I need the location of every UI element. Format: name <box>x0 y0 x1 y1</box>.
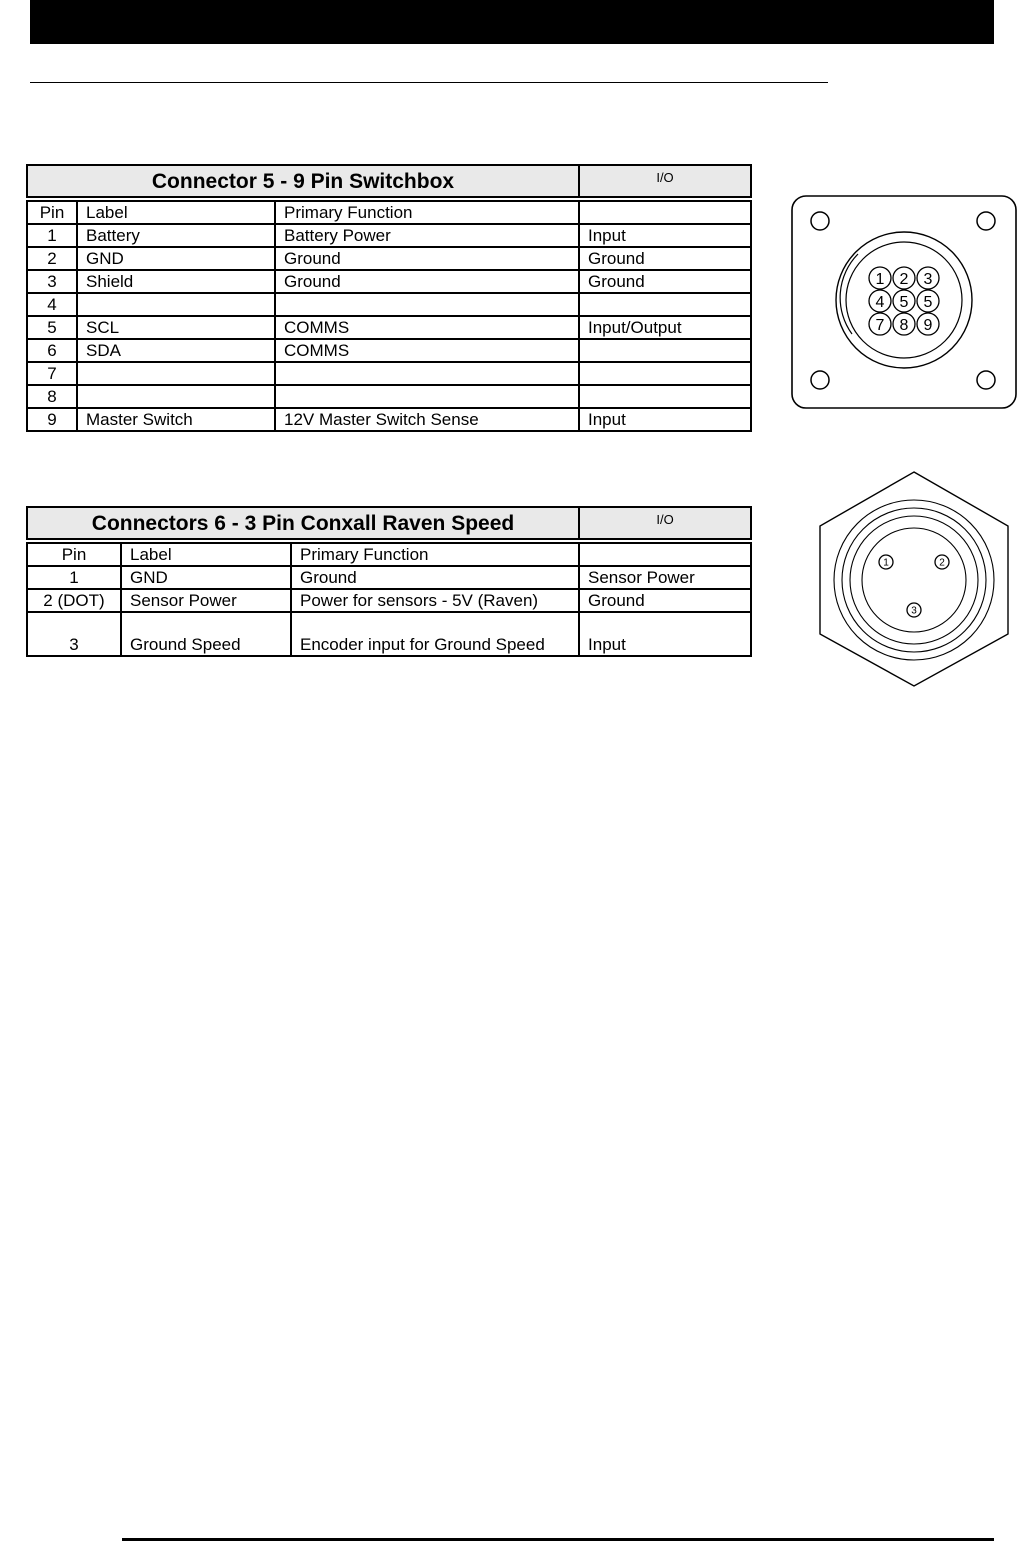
io-cell: Ground <box>579 247 751 270</box>
pin-marker <box>893 313 915 335</box>
footer-divider <box>122 1538 994 1541</box>
io-cell: Ground <box>579 589 751 612</box>
function-cell: Encoder input for Ground Speed <box>291 612 579 656</box>
io-cell: Input <box>579 612 751 656</box>
io-cell: Ground <box>579 270 751 293</box>
io-cell: Input <box>579 408 751 431</box>
label-cell <box>77 362 275 385</box>
svg-text:2: 2 <box>939 557 945 569</box>
io-cell <box>579 362 751 385</box>
pin-marker <box>869 313 891 335</box>
io-cell: Input/Output <box>579 316 751 339</box>
label-cell <box>77 385 275 408</box>
label-cell <box>77 293 275 316</box>
connector5-title: Connector 5 - 9 Pin Switchbox <box>27 165 579 197</box>
label-cell: Ground Speed <box>121 612 291 656</box>
column-header-pin: Pin <box>27 201 77 224</box>
connector5-pinout-diagram <box>788 184 1020 416</box>
table-row <box>27 408 751 431</box>
table-row <box>27 362 751 385</box>
function-cell: COMMS <box>275 339 579 362</box>
svg-text:9: 9 <box>923 316 933 334</box>
connector6-table <box>26 506 752 657</box>
pin-marker <box>935 555 949 569</box>
function-cell <box>275 385 579 408</box>
pin-marker <box>869 290 891 312</box>
function-cell <box>275 293 579 316</box>
pin-cell: 3 <box>27 612 121 656</box>
pin-cell: 2 (DOT) <box>27 589 121 612</box>
pin-cell: 8 <box>27 385 77 408</box>
function-cell: Ground <box>275 270 579 293</box>
svg-text:2: 2 <box>899 270 909 288</box>
function-cell: COMMS <box>275 316 579 339</box>
table-row <box>27 224 751 247</box>
function-cell: 12V Master Switch Sense <box>275 408 579 431</box>
pin-marker <box>893 267 915 289</box>
table-row <box>27 270 751 293</box>
pin-marker <box>869 267 891 289</box>
io-cell: Sensor Power <box>579 566 751 589</box>
column-header-label: Label <box>121 543 291 566</box>
pin-marker <box>917 267 939 289</box>
svg-text:1: 1 <box>883 557 889 569</box>
connector6-title: Connectors 6 - 3 Pin Conxall Raven Speed <box>27 507 579 539</box>
label-cell: Battery <box>77 224 275 247</box>
label-cell: GND <box>121 566 291 589</box>
pin-marker <box>907 603 921 617</box>
column-header-function: Primary Function <box>275 201 579 224</box>
connector5-io-header: I/O <box>579 165 751 197</box>
connector6-io-header: I/O <box>579 507 751 539</box>
label-cell: GND <box>77 247 275 270</box>
function-cell: Battery Power <box>275 224 579 247</box>
connector6-pinout-diagram <box>816 470 1012 688</box>
function-cell: Ground <box>291 566 579 589</box>
function-cell <box>275 362 579 385</box>
pin-cell: 3 <box>27 270 77 293</box>
pin-cell: 1 <box>27 566 121 589</box>
pin-marker <box>917 313 939 335</box>
io-cell <box>579 339 751 362</box>
label-cell: Sensor Power <box>121 589 291 612</box>
svg-text:8: 8 <box>899 316 909 334</box>
pin-cell: 4 <box>27 293 77 316</box>
pin-cell: 2 <box>27 247 77 270</box>
svg-text:5: 5 <box>923 293 933 311</box>
svg-text:3: 3 <box>911 605 917 617</box>
label-cell: Master Switch <box>77 408 275 431</box>
header-divider <box>30 82 828 83</box>
pin-cell: 7 <box>27 362 77 385</box>
function-cell: Ground <box>275 247 579 270</box>
io-cell: Input <box>579 224 751 247</box>
io-cell <box>579 293 751 316</box>
io-cell <box>579 385 751 408</box>
pin-cell: 6 <box>27 339 77 362</box>
pin-cell: 1 <box>27 224 77 247</box>
header-bar <box>30 0 994 44</box>
pin-marker <box>879 555 893 569</box>
pin-cell: 9 <box>27 408 77 431</box>
label-cell: SCL <box>77 316 275 339</box>
table-row <box>27 566 751 589</box>
column-header-function: Primary Function <box>291 543 579 566</box>
column-header-pin: Pin <box>27 543 121 566</box>
column-header-io <box>579 201 751 224</box>
svg-text:7: 7 <box>875 316 885 334</box>
connector5-table <box>26 164 752 432</box>
table-row <box>27 612 751 656</box>
svg-text:3: 3 <box>923 270 933 288</box>
table-row <box>27 339 751 362</box>
label-cell: Shield <box>77 270 275 293</box>
function-cell: Power for sensors - 5V (Raven) <box>291 589 579 612</box>
svg-text:1: 1 <box>875 270 885 288</box>
pin-cell: 5 <box>27 316 77 339</box>
table-row <box>27 385 751 408</box>
pin-marker <box>893 290 915 312</box>
table-row <box>27 589 751 612</box>
table-row <box>27 293 751 316</box>
svg-text:5: 5 <box>899 293 909 311</box>
column-header-io <box>579 543 751 566</box>
column-header-label: Label <box>77 201 275 224</box>
table-row <box>27 316 751 339</box>
svg-text:4: 4 <box>875 293 885 311</box>
label-cell: SDA <box>77 339 275 362</box>
pin-marker <box>917 290 939 312</box>
table-row <box>27 247 751 270</box>
